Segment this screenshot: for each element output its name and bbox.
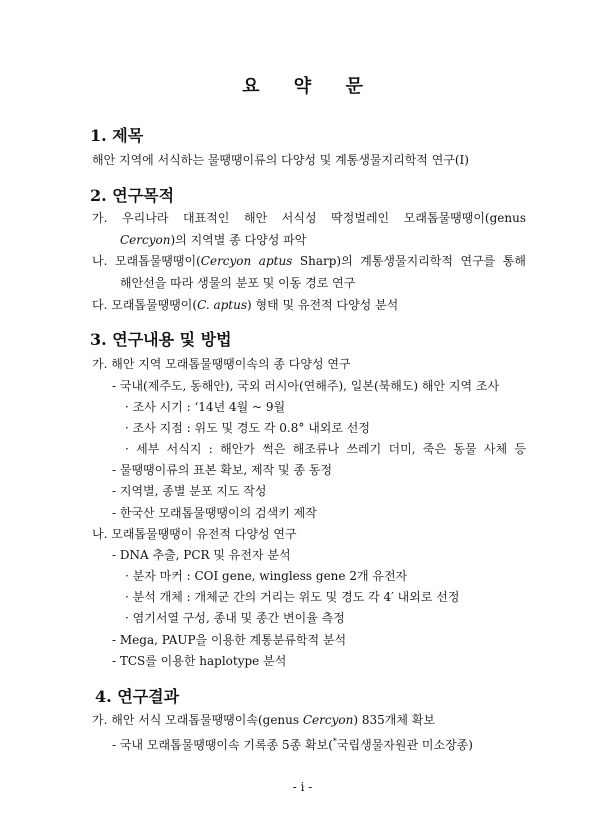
page-number: - i - [292, 780, 313, 794]
result-ga-item-1: - 국내 모래톱물땡땡이속 기록종 5종 확보(*국립생물자원관 미소장종) [112, 737, 473, 752]
method-ga-item-1c: · 세부 서식지 : 해안가 썩은 해조류나 쓰레기 더미, 죽은 동물 사체 등 [125, 442, 526, 456]
purpose-na-line2: 해안선을 따라 생물의 분포 및 이동 경로 연구 [120, 276, 356, 290]
method-ga-item-1b: · 조사 지점 : 위도 및 경도 각 0.8° 내외로 선정 [125, 421, 370, 435]
result-ga: 가. 해안 서식 모래톱물땡땡이속(genus Cercyon) 835개체 확보 [92, 713, 435, 727]
method-na-item-3: - TCS를 이용한 haplotype 분석 [112, 654, 287, 668]
section-1-heading: 1. 제목 [90, 126, 144, 145]
method-ga: 가. 해안 지역 모래톱물땡땡이속의 종 다양성 연구 [92, 357, 351, 371]
genus-name: Cercyon [120, 233, 171, 247]
page-title: 요 약 문 [242, 76, 377, 97]
section-4-heading: 4. 연구결과 [95, 687, 180, 706]
method-na-item-1: - DNA 추출, PCR 및 유전자 분석 [112, 548, 291, 562]
section-2-heading: 2. 연구목적 [90, 186, 175, 205]
method-na-item-1a: · 분자 마커 : COI gene, wingless gene 2개 유전자 [125, 569, 408, 583]
purpose-da: 다. 모래톱물땡땡이(C. aptus) 형태 및 유전적 다양성 분석 [92, 298, 399, 312]
section-3-heading: 3. 연구내용 및 방법 [90, 330, 232, 349]
method-na-item-1c: · 염기서열 구성, 종내 및 종간 변이율 측정 [125, 611, 345, 625]
method-ga-item-2: - 물땡땡이류의 표본 확보, 제작 및 종 동정 [112, 463, 333, 477]
section-1-text: 해안 지역에 서식하는 물땡땡이류의 다양성 및 계통생물지리학적 연구(I) [92, 153, 469, 167]
purpose-na-line1: 나. 모래톱물땡땡이(Cercyon aptus Sharp)의 계통생물지리학적 연구를 통해 [92, 254, 526, 268]
method-na-item-1b: · 분석 개체 : 개체군 간의 거리는 위도 및 경도 각 4′ 내외로 선정 [125, 590, 460, 604]
method-ga-item-1a: · 조사 시기 : ‘14년 4월 ~ 9월 [125, 400, 286, 414]
method-ga-item-3: - 지역별, 종별 분포 지도 작성 [112, 484, 267, 498]
method-na: 나. 모래톱물땡땡이 유전적 다양성 연구 [92, 527, 297, 541]
purpose-ga-line2: Cercyon)의 지역별 종 다양성 파악 [120, 233, 307, 247]
method-na-item-2: - Mega, PAUP을 이용한 계통분류학적 분석 [112, 633, 347, 647]
purpose-ga-line1: 가. 우리나라 대표적인 해안 서식성 딱정벌레인 모래톱물땡땡이(genus [92, 211, 526, 225]
method-ga-item-4: - 한국산 모래톱물땡땡이의 검색키 제작 [112, 506, 317, 520]
method-ga-item-1: - 국내(제주도, 동해안), 국외 러시아(연해주), 일본(북해도) 해안 지역 조사 [112, 379, 500, 393]
